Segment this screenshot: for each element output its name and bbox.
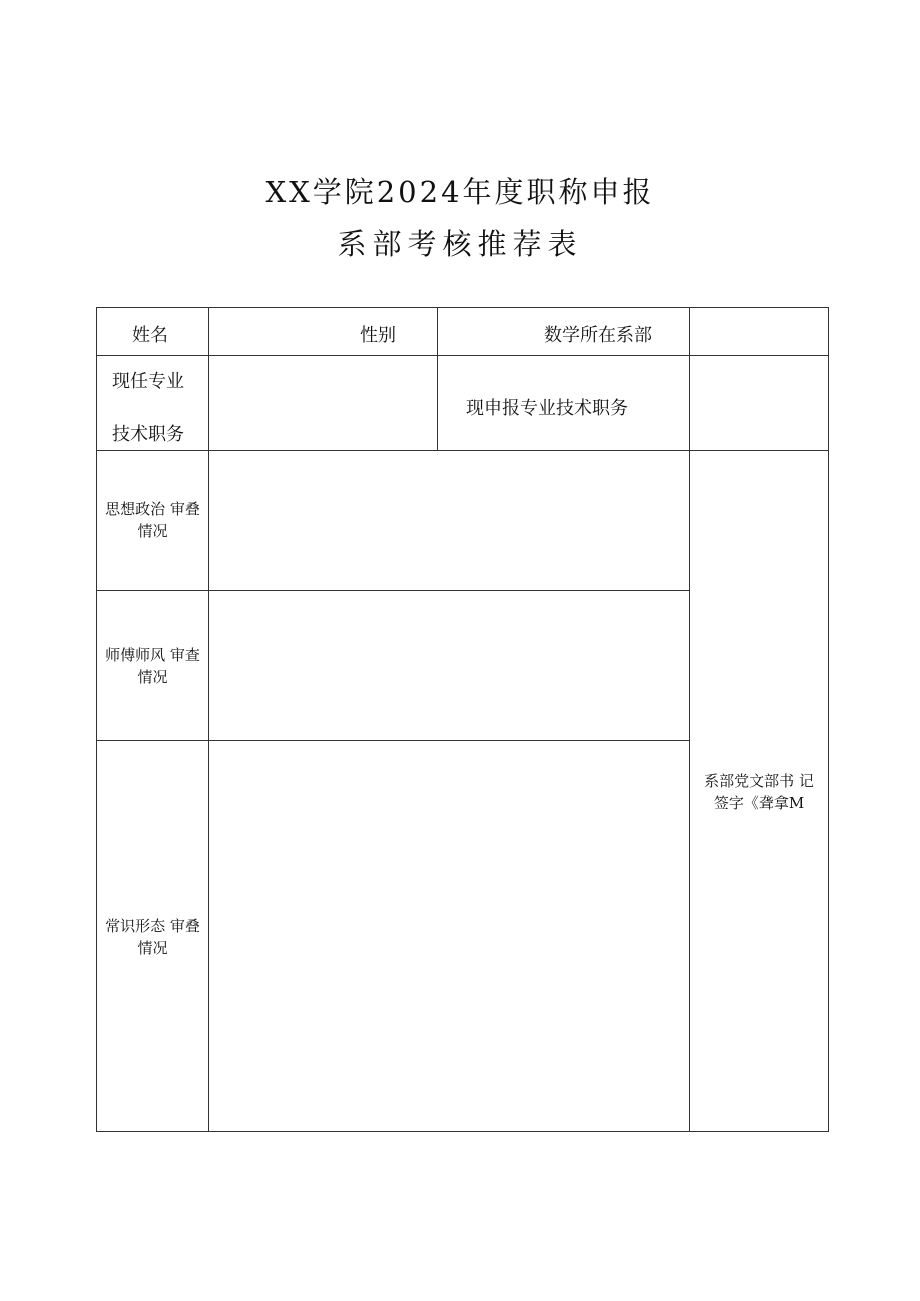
table-border-left [96, 307, 97, 1132]
politics-review-label-line-1: 思想政治 审叠 [105, 500, 200, 518]
table-border-bottom [96, 1131, 829, 1132]
row-divider [96, 355, 829, 356]
politics-review-label-line-2: 情况 [137, 522, 168, 540]
table-border-top [96, 307, 829, 308]
column-divider [437, 307, 438, 451]
row-divider [96, 590, 689, 591]
ideology-review-label-line-1: 常识形态 审叠 [105, 917, 200, 935]
ideology-review-label-line-2: 情况 [137, 939, 168, 957]
row-divider [96, 450, 829, 451]
column-divider [689, 307, 690, 1132]
department-label: 数学所在系部 [544, 325, 652, 346]
table-border-right [828, 307, 829, 1132]
ethics-review-label-line-1: 师傅师风 审查 [105, 646, 200, 664]
current-title-label-line-2: 技术职务 [112, 424, 184, 445]
current-title-label-line-1: 现任专业 [112, 371, 184, 392]
apply-title-field[interactable] [691, 357, 827, 449]
name-field[interactable] [210, 309, 350, 353]
signature-label [690, 770, 828, 814]
name-label: 姓名 [132, 325, 168, 346]
apply-title-label: 现申报专业技术职务 [466, 398, 628, 419]
signature-label-line-2: 签字《聋拿M [713, 794, 805, 812]
ethics-review-field[interactable] [210, 592, 688, 739]
politics-review-field[interactable] [210, 452, 688, 589]
ethics-review-label-line-2: 情况 [137, 668, 168, 686]
ideology-review-field[interactable] [210, 742, 688, 1130]
row-divider [96, 740, 689, 741]
form-title-line-2: 系部考核推荐表 [337, 227, 583, 261]
ideology-review-label [97, 915, 208, 959]
current-title-field[interactable] [210, 357, 436, 449]
ethics-review-label [97, 644, 208, 688]
column-divider [208, 307, 209, 1132]
gender-label: 性别 [360, 325, 396, 346]
department-field[interactable] [691, 309, 827, 353]
form-title-line-1: XX学院2024年度职称申报 [265, 175, 655, 209]
politics-review-label [97, 498, 208, 542]
signature-label-line-1: 系部党文部书 记 [704, 772, 814, 790]
